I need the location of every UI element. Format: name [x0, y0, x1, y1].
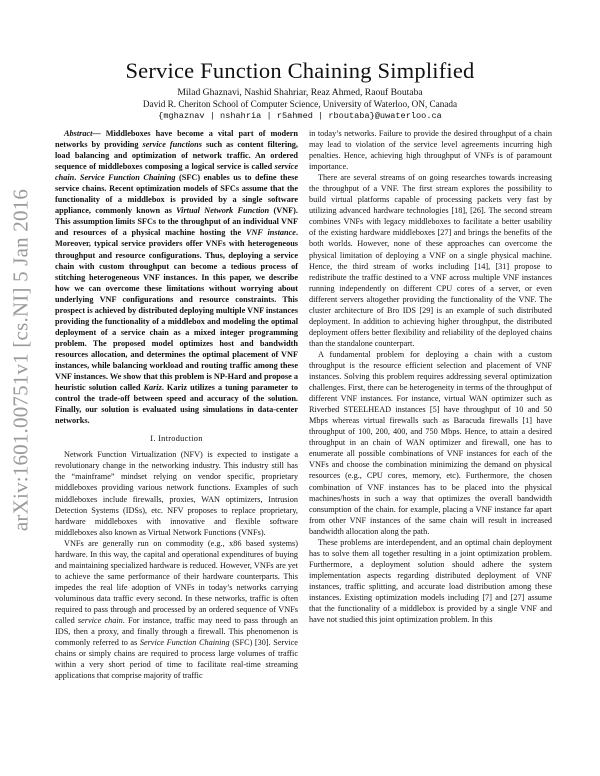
author-list: Milad Ghaznavi, Nashid Shahriar, Reaz Ahmed, Raouf Boutaba	[177, 87, 423, 98]
affiliation: David R. Cheriton School of Computer Science, University of Waterloo, ON, Canada	[142, 99, 458, 109]
paragraph: Network Function Virtualization (NFV) is expected to instigate a revolutionary change in the networking industry. This industry still has the “mainframe” mindset relying on vendor specific, proprietary middleboxes providing various network functions. Examples of such middleboxes include firewalls, proxies, WAN optimizers, Intrusion Detection Systems (IDSs), etc. NFV proposes to replace proprietary, hardware middleboxes with innovative and flexible software middleboxes also known as Virtual Network Functions (VNFs).	[55, 450, 298, 537]
arxiv-text: arXiv:1601.00751v1 [cs.NI] 5 Jan 2016	[8, 188, 33, 532]
paragraph: in today’s networks. Failure to provide the desired throughput of a chain may lead to violation of the service level agreements incurring high penalties. Hence, achieving high throughput of VNFs is of paramount importance.	[309, 129, 552, 172]
abstract-label: Abstract	[64, 129, 93, 138]
left-column	[55, 128, 298, 681]
paragraph: These problems are interdependent, and an optimal chain deployment has to solve them all together resulting in a joint optimization problem. Furthermore, a deployment solution should adhere the system implementation aspects regarding distributed deployment of VNF instances, traffic splitting, and accurate load distribution among these instances. Existing optimization models including [7] and [27] assume that the functionality of a middlebox is provided by a single VNF and have not studied this joint optimization problem. In this	[309, 537, 552, 625]
right-column	[309, 128, 552, 625]
abstract: Abstract— Middleboxes have become a vital part of modern networks by providing service functions such as content filtering, load balancing and optimization of network traffic. An ordered sequence of middleboxes composing a logical service is called service chain. Service Function Chaining (SFC) enables us to define these service chains. Recent optimization models of SFCs assume that the functionality of a middlebox is provided by a single software appliance, commonly known as Virtual Network Function (VNF). This assumption limits SFCs to the throughput of an individual VNF and resources of a physical machine hosting the VNF instance. Moreover, typical service providers offer VNFs with heterogeneous throughput and resource configurations. Thus, deploying a service chain with custom throughput can become a tedious process of stitching heterogeneous VNF instances. In this paper, we describe how we can overcome these limitations without worrying about underlying VNF configurations and resource constraints. This prospect is achieved by distributed deploying multiple VNF instances providing the functionality of a middlebox and modeling the optimal deployment of a service chain as a mixed integer programming problem. The proposed model optimizes host and bandwidth resources allocation, and determines the optimal placement of VNF instances, while balancing workload and routing traffic among these VNF instances. We show that this problem is NP-Hard and propose a heuristic solution called Kariz. Kariz utilizes a tuning parameter to control the trade-off between speed and accuracy of the solution. Finally, our solution is evaluated using simulations in data-center networks.	[55, 129, 299, 426]
paper-title: Service Function Chaining Simplified	[125, 58, 475, 83]
arxiv-identifier	[4, 188, 38, 532]
author-emails: {mghaznav | nshahria | r5ahmed | rboutaba}@uwaterloo.ca	[158, 111, 442, 121]
section-heading-introduction: I. Introduction	[150, 434, 203, 444]
paragraph: A fundamental problem for deploying a chain with a custom throughput is the resource efficient selection and placement of VNF instances. Solving this problem requires addressing several optimization challenges. First, there can be heterogeneity in terms of the throughput of different VNF instances. For instance, virtual WAN optimizer such as Riverbed STEELHEAD instances [5] have throughput of 10 and 50 Mbps whereas virtual firewalls such as Baracuda firewalls [1] have throughput of 100, 200, 400, and 750 Mbps. Hence, to attain a desired throughput in an chain of WAN optimizer and firewall, one has to enumerate all possible combinations of VNF instances for each of the VNFs and choose the combination minimizing the demand on physical resources (e.g., CPU cores, memory, etc). Furthermore, the chosen combination of VNF instances has to be placed into the physical machines/hosts in such a way that optimizes the overall bandwidth consumption of the chain. for example, placing a VNF instance far apart from other VNF instances of the same chain will result in increased bandwidth allocation along the path.	[309, 349, 552, 536]
paragraph: There are several streams of on going researches towards increasing the throughput of a VNF. The first stream explores the possibility to build virtual platforms capable of processing packets very fast by utilizing advanced hardware technologies [18], [26]. The second stream combines VNFs with legacy middleboxes to facilitate a better usability of the existing hardware middleboxes [27] and brings the benefits of the both worlds. However, none of these approaches can overcome the physical limitation of deploying a VNF on a single physical machine. Hence, the third stream of works including [14], [31] propose to redistribute the traffic destined to a VNF across multiple VNF instances running independently on different CPU cores of a server, or even different servers altogether providing the functionality of the VNF. The cluster architecture of Bro IDS [29] is an example of such distributed deployment. In addition to achieving higher throughput, the distributed deployment offers better flexibility and reliability of the deployed chains than the standalone counterpart.	[309, 173, 552, 348]
paragraph: VNFs are generally run on commodity (e.g., x86 based systems) hardware. In this way, the capital and operational expenditures of buying and maintaining specialized hardware is reduced. However, VNFs are yet to achieve the same performance of their hardware counterparts. This impedes the real life adoption of VNFs in today’s networks carrying voluminous data traffic every second. In these networks, traffic is often required to pass through and processed by an ordered sequence of VNFs called service chain. For instance, traffic may need to pass through an IDS, then a proxy, and finally through a firewall. This phenomenon is commonly referred to as Service Function Chaining (SFC) [30]. Service chains or simply chains are required to process large volumes of traffic within a very short period of time to facilitate real-time streaming applications that comprise majority of traffic	[55, 538, 298, 681]
